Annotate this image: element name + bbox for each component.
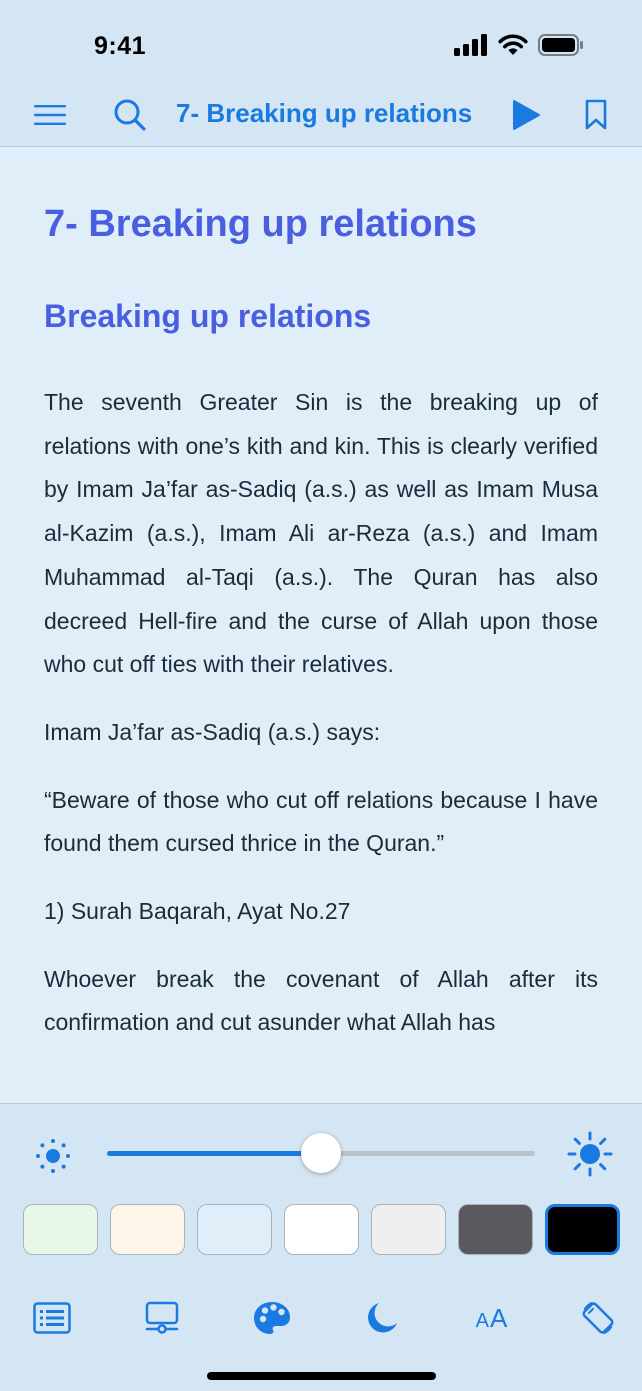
reader-settings-panel	[0, 1103, 642, 1391]
font-size-button[interactable]	[462, 1288, 522, 1348]
paragraph: 1) Surah Baqarah, Ayat No.27	[44, 898, 351, 925]
reader-content[interactable]	[0, 148, 642, 1103]
search-button[interactable]	[108, 90, 152, 140]
display-icon	[145, 1301, 179, 1335]
paragraph: Imam Ja’far as-Sadiq (a.s.) says:	[44, 718, 381, 745]
paragraph: Whoever break the covenant of Allah after its confirmation and cut asunder what Allah has	[44, 965, 598, 1036]
wifi-icon	[498, 34, 528, 56]
brightness-low-icon	[33, 1136, 73, 1176]
search-icon	[113, 98, 147, 132]
theme-swatch-black[interactable]	[545, 1204, 620, 1255]
palette-button[interactable]	[242, 1288, 302, 1348]
paragraph: The seventh Greater Sin is the breaking up of relations with one’s kith and kin. This is clearly verified by Imam Ja’far as-Sadiq (a.s.) as well as Imam Musa al-Kazim (a.s.), Imam Ali ar-Reza (a.s.) and Imam Muhammad al-Taqi (a.s.). The Quran has also decreed Hell-fire and the curse of Allah upon those who cut off ties with their relatives.	[44, 389, 598, 678]
reader-toolbar	[0, 1288, 642, 1348]
bookmark-icon	[584, 99, 608, 131]
bookmark-button[interactable]	[574, 90, 618, 140]
body-text	[44, 381, 598, 1069]
theme-swatches	[23, 1204, 620, 1255]
night-mode-button[interactable]	[352, 1288, 412, 1348]
display-button[interactable]	[132, 1288, 192, 1348]
home-indicator	[207, 1372, 436, 1380]
rotation-lock-icon	[580, 1300, 616, 1336]
theme-swatch-white[interactable]	[284, 1204, 359, 1255]
play-button[interactable]	[504, 90, 548, 140]
paragraph: “Beware of those who cut off relations because I have found them cursed thrice in the Quran.”	[44, 786, 598, 857]
chapter-title: 7- Breaking up relations	[44, 203, 477, 245]
brightness-slider-thumb[interactable]	[301, 1133, 341, 1173]
battery-icon	[538, 34, 584, 56]
brightness-slider-fill	[107, 1151, 321, 1156]
section-title: Breaking up relations	[44, 298, 372, 334]
cellular-signal-icon	[454, 34, 488, 56]
theme-swatch-mint[interactable]	[23, 1204, 98, 1255]
moon-icon	[365, 1301, 399, 1335]
theme-swatch-light-gray[interactable]	[371, 1204, 446, 1255]
theme-swatch-light-blue[interactable]	[197, 1204, 272, 1255]
font-size-icon: AA	[475, 1302, 509, 1333]
play-icon	[511, 99, 541, 131]
contents-button[interactable]	[22, 1288, 82, 1348]
menu-icon	[34, 104, 66, 126]
theme-swatch-dark-gray[interactable]	[458, 1204, 533, 1255]
nav-title[interactable]: 7- Breaking up relations	[176, 98, 473, 128]
menu-button[interactable]	[28, 90, 72, 140]
status-bar	[0, 0, 642, 90]
palette-icon	[252, 1300, 292, 1336]
status-time: 9:41	[94, 32, 147, 60]
theme-swatch-cream[interactable]	[110, 1204, 185, 1255]
status-icons	[454, 34, 584, 56]
brightness-high-icon	[566, 1130, 614, 1178]
contents-icon	[33, 1302, 71, 1334]
rotation-lock-button[interactable]	[568, 1288, 628, 1348]
navigation-bar	[0, 90, 642, 147]
